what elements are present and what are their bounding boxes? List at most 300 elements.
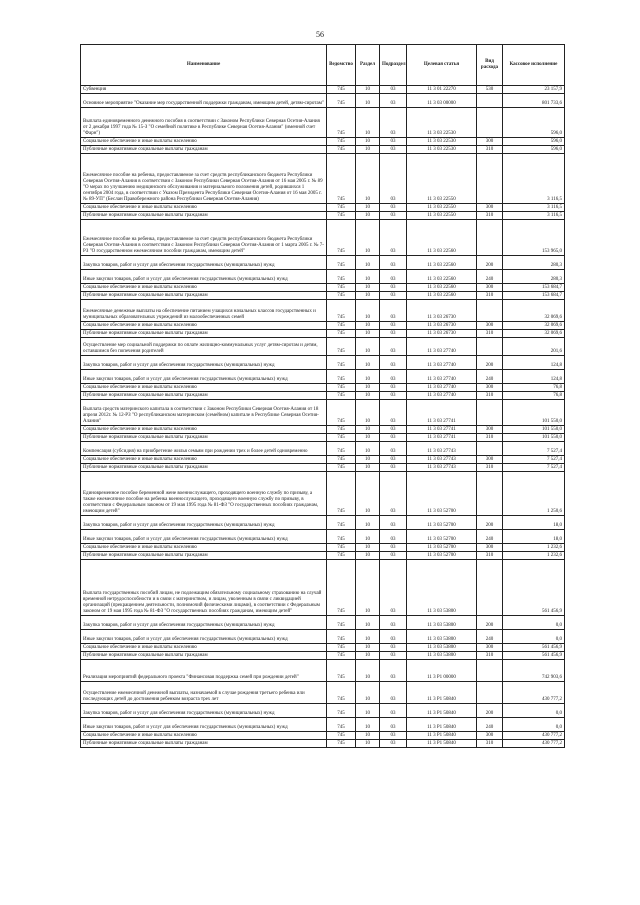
cell-section: 10	[356, 718, 380, 732]
cell-name: Иные закупки товаров, работ и услуг для обеспечения государственных (муниципальных) нужд	[81, 270, 327, 284]
cell-cash-execution: 0,0	[503, 616, 565, 630]
cell-target-article: 11 3 03 27741	[407, 434, 477, 442]
cell-expense-type	[477, 94, 503, 108]
cell-subsection: 03	[380, 544, 407, 552]
cell-department: 745	[327, 284, 356, 292]
cell-name: Социальное обеспечение и иные выплаты населению	[81, 426, 327, 434]
cell-department: 745	[327, 732, 356, 740]
cell-department: 745	[327, 146, 356, 154]
cell-department: 745	[327, 560, 356, 616]
cell-subsection: 03	[380, 146, 407, 154]
cell-section: 10	[356, 400, 380, 426]
cell-cash-execution: 280,3	[503, 256, 565, 270]
cell-cash-execution: 7 527,4	[503, 442, 565, 456]
cell-name: Публичные нормативные социальные выплаты гражданам	[81, 434, 327, 442]
cell-target-article: 11 3 03 27741	[407, 400, 477, 426]
cell-subsection: 03	[380, 356, 407, 370]
table-body	[81, 86, 565, 748]
cell-name: Публичные нормативные социальные выплаты гражданам	[81, 464, 327, 472]
cell-section: 10	[356, 426, 380, 434]
table-row	[81, 212, 565, 220]
cell-cash-execution: 0,0	[503, 630, 565, 644]
table-row	[81, 284, 565, 292]
cell-name: Публичные нормативные социальные выплаты гражданам	[81, 330, 327, 338]
cell-target-article: 11 3 P1 50840	[407, 704, 477, 718]
cell-cash-execution: 3 116,5	[503, 204, 565, 212]
cell-expense-type	[477, 300, 503, 322]
cell-section: 10	[356, 732, 380, 740]
cell-target-article: 11 3 03 53800	[407, 652, 477, 660]
header-target-article: Целевая статья	[407, 45, 477, 86]
cell-name: Выплата средств материнского капитала в соответствии с Законом Республики Северная Осетия-Алания от 18 апреля 2012г. № 12-РЗ "О республиканском материнском (семейном) капитале в Республике Северная Осетия-Алания"	[81, 400, 327, 426]
cell-target-article: 11 3 03 22560	[407, 220, 477, 256]
table-row	[81, 270, 565, 284]
cell-subsection: 03	[380, 516, 407, 530]
cell-subsection: 03	[380, 384, 407, 392]
cell-expense-type	[477, 660, 503, 682]
cell-name: Компенсация (субсидия) на приобретение жилья семьям при рождении трех и более детей одновременно	[81, 442, 327, 456]
cell-subsection: 03	[380, 154, 407, 204]
cell-section: 10	[356, 338, 380, 356]
cell-target-article: 11 3 P1 00000	[407, 660, 477, 682]
cell-cash-execution: 596,0	[503, 108, 565, 138]
table-row	[81, 516, 565, 530]
cell-subsection: 03	[380, 86, 407, 94]
cell-department: 745	[327, 718, 356, 732]
cell-expense-type: 240	[477, 270, 503, 284]
header-cash-execution: Кассовое исполнение	[503, 45, 565, 86]
table-row	[81, 338, 565, 356]
cell-target-article: 11 3 03 22530	[407, 146, 477, 154]
cell-expense-type: 300	[477, 284, 503, 292]
cell-name: Выплата государственных пособий лицам, не подлежащим обязательному социальному страхованию на случай временной нетрудоспособности и в связи с материнством, и лицам, уволенным в связи с ликвидацией организаций (прекращением деятельности, полномочий физическими лицами), в соответствии с Федеральным законом от 19 мая 1995 года № 81-ФЗ "О государственных пособиях гражданам, имеющим детей"	[81, 560, 327, 616]
cell-expense-type: 310	[477, 392, 503, 400]
cell-expense-type: 310	[477, 330, 503, 338]
cell-section: 10	[356, 356, 380, 370]
cell-name: Ежемесячное пособие на ребенка, предоставляемое за счет средств республиканского бюджета Республики Северная Осетия-Алания в соответствии с Законом Республики Северная Осетия-Алания от 16 мая 2005 г. № 89 "О мерах по улучшению медицинского обслуживания и материального положения детей, родившихся 1 сентября 2004 года, в соответствии с Указом Президента Республики Северная Осетия-Алания от 16 мая 2005 г. № 89-УП" (Беслан Правобережного района Республики Северная Осетия-Алания)	[81, 154, 327, 204]
cell-expense-type: 200	[477, 256, 503, 270]
cell-name: Закупка товаров, работ и услуг для обеспечения государственных (муниципальных) нужд	[81, 616, 327, 630]
table-row	[81, 392, 565, 400]
table-row	[81, 146, 565, 154]
cell-section: 10	[356, 392, 380, 400]
cell-name: Публичные нормативные социальные выплаты гражданам	[81, 552, 327, 560]
cell-expense-type: 300	[477, 644, 503, 652]
cell-subsection: 03	[380, 552, 407, 560]
cell-name: Публичные нормативные социальные выплаты гражданам	[81, 392, 327, 400]
cell-cash-execution: 32 069,6	[503, 322, 565, 330]
table-row	[81, 682, 565, 704]
cell-section: 10	[356, 284, 380, 292]
cell-target-article: 11 3 03 22560	[407, 270, 477, 284]
cell-name: Социальное обеспечение и иные выплаты населению	[81, 644, 327, 652]
cell-section: 10	[356, 270, 380, 284]
cell-department: 745	[327, 644, 356, 652]
cell-department: 745	[327, 356, 356, 370]
cell-expense-type: 240	[477, 370, 503, 384]
cell-subsection: 03	[380, 464, 407, 472]
cell-name: Социальное обеспечение и иные выплаты населению	[81, 322, 327, 330]
cell-subsection: 03	[380, 630, 407, 644]
header-department: Ведомство	[327, 45, 356, 86]
table-row	[81, 154, 565, 204]
cell-subsection: 03	[380, 530, 407, 544]
cell-subsection: 03	[380, 456, 407, 464]
cell-department: 745	[327, 94, 356, 108]
table-row	[81, 356, 565, 370]
cell-expense-type: 200	[477, 616, 503, 630]
cell-department: 745	[327, 212, 356, 220]
cell-target-article: 11 3 03 27740	[407, 370, 477, 384]
cell-section: 10	[356, 544, 380, 552]
table-row	[81, 740, 565, 748]
table-row	[81, 384, 565, 392]
table-row	[81, 652, 565, 660]
cell-department: 745	[327, 330, 356, 338]
cell-expense-type: 200	[477, 516, 503, 530]
table-row	[81, 426, 565, 434]
table-row	[81, 330, 565, 338]
cell-expense-type: 300	[477, 384, 503, 392]
table-row	[81, 544, 565, 552]
cell-name: Иные закупки товаров, работ и услуг для обеспечения государственных (муниципальных) нужд	[81, 630, 327, 644]
cell-expense-type: 310	[477, 740, 503, 748]
cell-cash-execution: 430 777,2	[503, 732, 565, 740]
cell-department: 745	[327, 370, 356, 384]
cell-subsection: 03	[380, 138, 407, 146]
budget-execution-table	[80, 44, 565, 748]
table-row	[81, 138, 565, 146]
cell-section: 10	[356, 330, 380, 338]
table-row	[81, 370, 565, 384]
cell-expense-type: 310	[477, 146, 503, 154]
cell-expense-type: 240	[477, 630, 503, 644]
cell-name: Публичные нормативные социальные выплаты гражданам	[81, 740, 327, 748]
table-row	[81, 552, 565, 560]
cell-cash-execution: 18,0	[503, 530, 565, 544]
cell-subsection: 03	[380, 400, 407, 426]
cell-subsection: 03	[380, 292, 407, 300]
cell-subsection: 03	[380, 682, 407, 704]
cell-expense-type	[477, 338, 503, 356]
cell-name: Иные закупки товаров, работ и услуг для обеспечения государственных (муниципальных) нужд	[81, 370, 327, 384]
cell-section: 10	[356, 94, 380, 108]
cell-department: 745	[327, 652, 356, 660]
cell-target-article: 11 3 03 27740	[407, 392, 477, 400]
cell-department: 745	[327, 630, 356, 644]
cell-cash-execution: 201,6	[503, 338, 565, 356]
cell-name: Публичные нормативные социальные выплаты гражданам	[81, 212, 327, 220]
cell-subsection: 03	[380, 472, 407, 516]
cell-cash-execution: 153 684,7	[503, 292, 565, 300]
cell-department: 745	[327, 108, 356, 138]
cell-subsection: 03	[380, 220, 407, 256]
cell-expense-type: 300	[477, 322, 503, 330]
cell-cash-execution: 1 232,6	[503, 552, 565, 560]
cell-expense-type	[477, 154, 503, 204]
cell-section: 10	[356, 630, 380, 644]
cell-name: Иные закупки товаров, работ и услуг для обеспечения государственных (муниципальных) нужд	[81, 718, 327, 732]
cell-cash-execution: 32 069,6	[503, 300, 565, 322]
cell-section: 10	[356, 154, 380, 204]
cell-section: 10	[356, 384, 380, 392]
cell-department: 745	[327, 204, 356, 212]
cell-target-article: 11 3 03 26730	[407, 322, 477, 330]
cell-expense-type: 300	[477, 426, 503, 434]
cell-subsection: 03	[380, 212, 407, 220]
cell-expense-type	[477, 560, 503, 616]
cell-department: 745	[327, 552, 356, 560]
cell-subsection: 03	[380, 108, 407, 138]
cell-name: Социальное обеспечение и иные выплаты населению	[81, 138, 327, 146]
cell-target-article: 11 3 03 52700	[407, 552, 477, 560]
cell-subsection: 03	[380, 644, 407, 652]
cell-cash-execution: 76,8	[503, 384, 565, 392]
table-row	[81, 456, 565, 464]
cell-name: Публичные нормативные социальные выплаты гражданам	[81, 292, 327, 300]
table-row	[81, 220, 565, 256]
cell-cash-execution: 0,0	[503, 704, 565, 718]
cell-target-article: 11 3 03 27740	[407, 356, 477, 370]
cell-section: 10	[356, 300, 380, 322]
cell-target-article: 11 3 03 22560	[407, 256, 477, 270]
cell-department: 745	[327, 472, 356, 516]
cell-section: 10	[356, 530, 380, 544]
cell-department: 745	[327, 392, 356, 400]
cell-name: Публичные нормативные социальные выплаты гражданам	[81, 146, 327, 154]
cell-expense-type	[477, 472, 503, 516]
cell-section: 10	[356, 456, 380, 464]
cell-cash-execution: 7 527,4	[503, 456, 565, 464]
cell-expense-type: 240	[477, 530, 503, 544]
cell-name: Публичные нормативные социальные выплаты гражданам	[81, 652, 327, 660]
cell-subsection: 03	[380, 392, 407, 400]
cell-cash-execution: 561 456,9	[503, 560, 565, 616]
cell-department: 745	[327, 384, 356, 392]
cell-target-article: 11 3 03 53800	[407, 644, 477, 652]
cell-cash-execution: 3 116,5	[503, 154, 565, 204]
cell-section: 10	[356, 472, 380, 516]
cell-section: 10	[356, 146, 380, 154]
cell-subsection: 03	[380, 370, 407, 384]
cell-department: 745	[327, 154, 356, 204]
cell-subsection: 03	[380, 616, 407, 630]
cell-expense-type	[477, 442, 503, 456]
cell-target-article: 11 3 P1 50840	[407, 718, 477, 732]
cell-cash-execution: 101 550,0	[503, 426, 565, 434]
cell-section: 10	[356, 704, 380, 718]
cell-section: 10	[356, 560, 380, 616]
cell-cash-execution: 596,0	[503, 146, 565, 154]
header-row	[81, 45, 565, 86]
cell-subsection: 03	[380, 718, 407, 732]
cell-section: 10	[356, 464, 380, 472]
cell-name: Основное мероприятие "Оказание мер государственной поддержки гражданам, имеющим детей, детям-сиротам"	[81, 94, 327, 108]
table-row	[81, 400, 565, 426]
cell-cash-execution: 561 456,9	[503, 652, 565, 660]
table-header	[81, 45, 565, 86]
cell-cash-execution: 742 903,6	[503, 660, 565, 682]
cell-department: 745	[327, 270, 356, 284]
table-row	[81, 704, 565, 718]
cell-target-article: 11 3 03 00000	[407, 94, 477, 108]
cell-expense-type: 300	[477, 732, 503, 740]
cell-name: Социальное обеспечение и иные выплаты населению	[81, 732, 327, 740]
cell-expense-type: 300	[477, 544, 503, 552]
cell-expense-type: 300	[477, 204, 503, 212]
cell-section: 10	[356, 442, 380, 456]
cell-target-article: 11 3 03 26730	[407, 300, 477, 322]
cell-target-article: 11 3 03 27741	[407, 426, 477, 434]
cell-expense-type: 300	[477, 138, 503, 146]
cell-section: 10	[356, 660, 380, 682]
header-expense-type: Вид расхода	[477, 45, 503, 86]
cell-name: Закупка товаров, работ и услуг для обеспечения государственных (муниципальных) нужд	[81, 516, 327, 530]
cell-expense-type: 310	[477, 434, 503, 442]
table-row	[81, 322, 565, 330]
cell-name: Ежемесячные денежные выплаты на обеспечение питанием учащихся начальных классов государственных и муниципальных образовательных учреждений из малообеспеченных семей	[81, 300, 327, 322]
cell-name: Социальное обеспечение и иные выплаты населению	[81, 384, 327, 392]
cell-department: 745	[327, 220, 356, 256]
cell-subsection: 03	[380, 94, 407, 108]
cell-target-article: 11 3 P1 50840	[407, 740, 477, 748]
table-row	[81, 256, 565, 270]
table-row	[81, 300, 565, 322]
cell-expense-type	[477, 682, 503, 704]
cell-cash-execution: 32 069,6	[503, 330, 565, 338]
cell-subsection: 03	[380, 270, 407, 284]
cell-section: 10	[356, 256, 380, 270]
table-row	[81, 204, 565, 212]
table-row	[81, 644, 565, 652]
cell-expense-type	[477, 108, 503, 138]
cell-target-article: 11 3 03 52700	[407, 472, 477, 516]
cell-section: 10	[356, 644, 380, 652]
table-row	[81, 732, 565, 740]
cell-department: 745	[327, 704, 356, 718]
cell-target-article: 11 3 03 22560	[407, 292, 477, 300]
cell-target-article: 11 3 03 52700	[407, 516, 477, 530]
table-row	[81, 472, 565, 516]
cell-cash-execution: 430 777,2	[503, 740, 565, 748]
table-row	[81, 434, 565, 442]
cell-department: 745	[327, 530, 356, 544]
cell-subsection: 03	[380, 732, 407, 740]
cell-cash-execution: 18,0	[503, 516, 565, 530]
cell-subsection: 03	[380, 426, 407, 434]
header-subsection: Подраздел	[380, 45, 407, 86]
cell-subsection: 03	[380, 330, 407, 338]
table-row	[81, 108, 565, 138]
cell-department: 745	[327, 434, 356, 442]
table-row	[81, 660, 565, 682]
cell-department: 745	[327, 256, 356, 270]
cell-cash-execution: 153 684,7	[503, 284, 565, 292]
cell-expense-type: 310	[477, 652, 503, 660]
cell-target-article: 11 3 03 22560	[407, 284, 477, 292]
cell-cash-execution: 1 232,6	[503, 544, 565, 552]
cell-target-article: 11 3 03 27743	[407, 464, 477, 472]
table-row	[81, 530, 565, 544]
table-row	[81, 560, 565, 616]
cell-department: 745	[327, 544, 356, 552]
cell-subsection: 03	[380, 434, 407, 442]
cell-expense-type: 200	[477, 704, 503, 718]
cell-department: 745	[327, 292, 356, 300]
cell-cash-execution: 7 527,4	[503, 464, 565, 472]
cell-cash-execution: 3 116,5	[503, 212, 565, 220]
cell-target-article: 11 3 03 27743	[407, 442, 477, 456]
cell-section: 10	[356, 616, 380, 630]
page-number: 56	[316, 30, 324, 39]
cell-expense-type: 200	[477, 356, 503, 370]
cell-subsection: 03	[380, 256, 407, 270]
cell-section: 10	[356, 204, 380, 212]
cell-department: 745	[327, 322, 356, 330]
cell-section: 10	[356, 108, 380, 138]
table-row	[81, 86, 565, 94]
cell-section: 10	[356, 212, 380, 220]
cell-target-article: 11 3 03 22530	[407, 108, 477, 138]
cell-expense-type: 310	[477, 552, 503, 560]
cell-target-article: 11 3 03 27740	[407, 338, 477, 356]
cell-section: 10	[356, 552, 380, 560]
cell-name: Субвенция	[81, 86, 327, 94]
cell-cash-execution: 76,8	[503, 392, 565, 400]
cell-cash-execution: 801 733,6	[503, 94, 565, 108]
cell-expense-type: 310	[477, 292, 503, 300]
cell-target-article: 11 3 03 26730	[407, 330, 477, 338]
cell-subsection: 03	[380, 740, 407, 748]
cell-cash-execution: 1 250,6	[503, 472, 565, 516]
cell-expense-type: 310	[477, 464, 503, 472]
cell-section: 10	[356, 86, 380, 94]
cell-name: Социальное обеспечение и иные выплаты населению	[81, 456, 327, 464]
table-row	[81, 616, 565, 630]
cell-target-article: 11 3 01 22270	[407, 86, 477, 94]
cell-subsection: 03	[380, 204, 407, 212]
cell-section: 10	[356, 292, 380, 300]
cell-subsection: 03	[380, 560, 407, 616]
cell-cash-execution: 0,0	[503, 718, 565, 732]
cell-target-article: 11 3 03 52700	[407, 530, 477, 544]
cell-cash-execution: 153 965,0	[503, 220, 565, 256]
cell-cash-execution: 101 550,0	[503, 400, 565, 426]
table-row	[81, 630, 565, 644]
cell-department: 745	[327, 464, 356, 472]
cell-cash-execution: 561 456,9	[503, 644, 565, 652]
cell-name: Социальное обеспечение и иные выплаты населению	[81, 204, 327, 212]
cell-target-article: 11 3 P1 50840	[407, 682, 477, 704]
cell-section: 10	[356, 652, 380, 660]
cell-name: Социальное обеспечение и иные выплаты населению	[81, 544, 327, 552]
cell-cash-execution: 101 550,0	[503, 434, 565, 442]
cell-cash-execution: 596,0	[503, 138, 565, 146]
cell-target-article: 11 3 03 27740	[407, 384, 477, 392]
cell-name: Закупка товаров, работ и услуг для обеспечения государственных (муниципальных) нужд	[81, 704, 327, 718]
cell-section: 10	[356, 740, 380, 748]
cell-subsection: 03	[380, 660, 407, 682]
cell-target-article: 11 3 03 22550	[407, 154, 477, 204]
cell-target-article: 11 3 03 53800	[407, 560, 477, 616]
cell-cash-execution: 124,8	[503, 370, 565, 384]
cell-department: 745	[327, 740, 356, 748]
cell-expense-type: 310	[477, 212, 503, 220]
cell-section: 10	[356, 220, 380, 256]
cell-department: 745	[327, 516, 356, 530]
cell-target-article: 11 3 03 53800	[407, 616, 477, 630]
cell-target-article: 11 3 03 22550	[407, 204, 477, 212]
